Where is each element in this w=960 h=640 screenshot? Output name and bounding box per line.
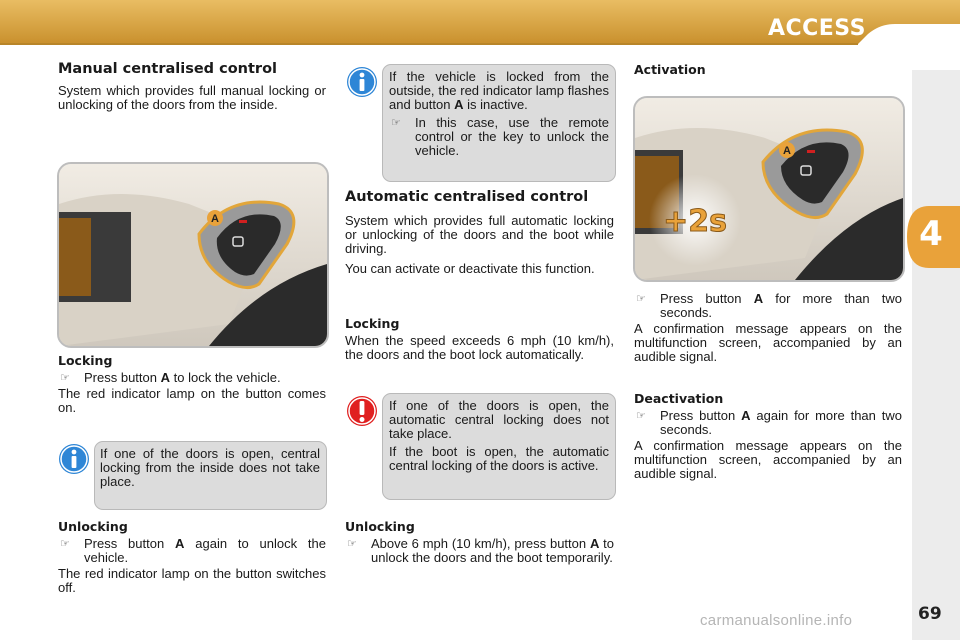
automatic-section: [345, 190, 614, 278]
info-icon: [346, 66, 378, 98]
manual-locking-title: Locking: [58, 353, 113, 368]
button-label-a: A: [783, 145, 791, 157]
automatic-unlocking-bullet: ☞ Above 6 mph (10 km/h), press button A to unlock the doors and the boot temporarily.: [347, 536, 614, 565]
automatic-locking-title: Locking: [345, 316, 400, 331]
deactivation-section: [634, 392, 902, 483]
manual-unlocking-title: Unlocking: [58, 519, 128, 534]
deactivation-note: A confirmation message appears on the multifunction screen, accompanied by an audible signal.: [634, 438, 902, 481]
pointing-hand-icon: ☞: [60, 372, 70, 384]
automatic-unlocking-title: Unlocking: [345, 519, 415, 534]
manual-locking-bullet: ☞ Press button A to lock the vehicle.: [60, 370, 281, 385]
manual-intro: System which provides full manual locking or unlocking of the doors from the inside.: [58, 83, 326, 112]
side-strip: [912, 70, 960, 640]
warning-text: If one of the doors is open, the automatic central locking does not take place. If the boot is open, the automatic central locking of the doors is active.: [389, 398, 609, 473]
pointing-hand-icon: ☞: [60, 538, 70, 550]
page-number: 69: [918, 604, 942, 624]
activation-heading: [634, 63, 902, 80]
info-icon: [58, 443, 90, 475]
pointing-hand-icon: ☞: [636, 410, 646, 422]
automatic-unlocking: [345, 520, 614, 567]
warning-icon: [346, 395, 378, 427]
automatic-title: Automatic centralised control: [345, 189, 589, 205]
watermark: carmanualsonline.info: [700, 612, 853, 629]
manual-locking-note: The red indicator lamp on the button comes on.: [58, 386, 326, 415]
automatic-locking-text: When the speed exceeds 6 mph (10 km/h), the doors and the boot lock automatically.: [345, 333, 614, 362]
automatic-intro: System which provides full automatic locking or unlocking of the doors and the boot while driving.: [345, 213, 614, 256]
automatic-locking: [345, 317, 614, 364]
activation-body: [634, 292, 902, 366]
button-label-a: A: [211, 213, 219, 225]
manual-section-top: [58, 62, 326, 114]
manual-title: Manual centralised control: [58, 61, 278, 77]
manual-unlocking: [58, 520, 326, 597]
info-text-top: If the vehicle is locked from the outside, the red indicator lamp flashes and button A is inactive. ☞ In this case, use the remote control or the key to unlock the vehicle.: [389, 69, 609, 158]
manual-unlocking-note: The red indicator lamp on the button switches off.: [58, 566, 326, 595]
door-button-photo-manual: [57, 162, 329, 348]
pointing-hand-icon: ☞: [347, 538, 357, 550]
activation-bullet: ☞ Press button A for more than two seconds.: [636, 291, 902, 320]
chapter-number: 4: [919, 214, 943, 254]
manual-unlocking-bullet: ☞ Press button A again to unlock the vehicle.: [60, 536, 326, 565]
deactivation-bullet: ☞ Press button A again for more than two seconds.: [636, 408, 902, 437]
activation-title: Activation: [634, 62, 706, 77]
section-title: ACCESS: [767, 16, 866, 41]
activation-note: A confirmation message appears on the multifunction screen, accompanied by an audible signal.: [634, 321, 902, 364]
info-text-manual: If one of the doors is open, central locking from the inside does not take place.: [100, 446, 320, 489]
manual-locking: [58, 354, 326, 417]
pointing-hand-icon: ☞: [391, 117, 401, 129]
hold-two-seconds-label: +2s: [663, 204, 727, 239]
door-button-photo-activation: [633, 96, 905, 282]
deactivation-title: Deactivation: [634, 391, 724, 406]
pointing-hand-icon: ☞: [636, 293, 646, 305]
automatic-intro2: You can activate or deactivate this function.: [345, 261, 595, 276]
